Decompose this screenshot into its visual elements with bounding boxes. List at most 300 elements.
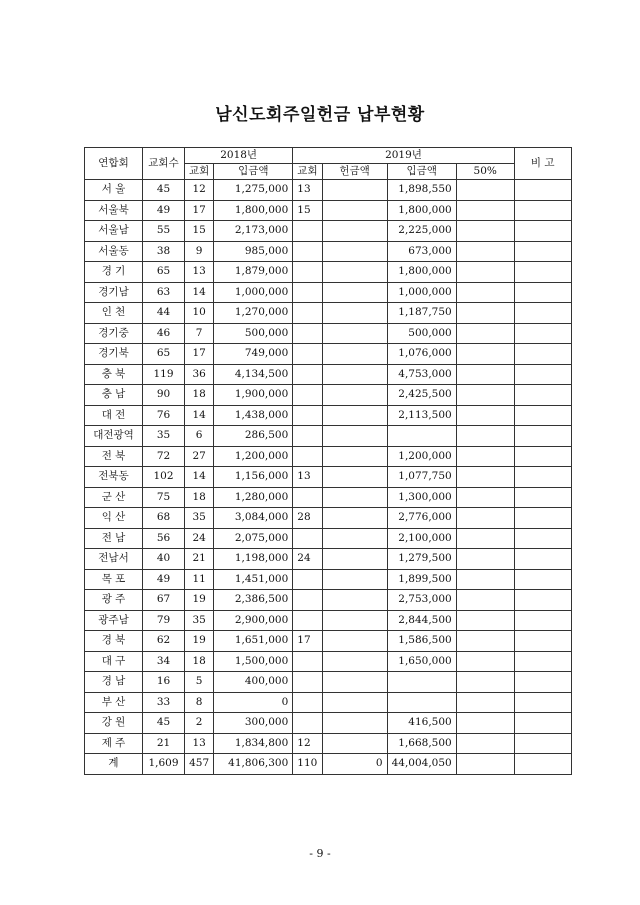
cell-a19: 1,899,500 xyxy=(387,569,456,590)
cell-c19: 15 xyxy=(293,200,322,221)
total-c18: 457 xyxy=(185,754,214,775)
table-row xyxy=(85,692,572,713)
cell-a19: 1,187,750 xyxy=(387,303,456,324)
cell-pct xyxy=(456,446,514,467)
cell-c19 xyxy=(293,303,322,324)
cell-pct xyxy=(456,405,514,426)
cell-region: 익 산 xyxy=(85,508,143,529)
cell-c18: 17 xyxy=(185,200,214,221)
offering-table xyxy=(84,147,572,775)
cell-c18: 12 xyxy=(185,180,214,201)
cell-a18: 1,900,000 xyxy=(214,385,293,406)
cell-pct xyxy=(456,323,514,344)
cell-pct xyxy=(456,426,514,447)
cell-pct xyxy=(456,569,514,590)
cell-cash19 xyxy=(322,651,387,672)
cell-count: 65 xyxy=(143,344,185,365)
table-row xyxy=(85,385,572,406)
cell-c18: 35 xyxy=(185,508,214,529)
total-a19: 44,004,050 xyxy=(387,754,456,775)
cell-note xyxy=(514,713,571,734)
cell-region: 대전광역 xyxy=(85,426,143,447)
cell-c19: 17 xyxy=(293,631,322,652)
cell-region: 제 주 xyxy=(85,733,143,754)
page-title: 남신도회주일헌금 납부현황 xyxy=(215,105,425,125)
cell-region: 경기북 xyxy=(85,344,143,365)
table-row xyxy=(85,733,572,754)
cell-c19 xyxy=(293,610,322,631)
cell-region: 대 전 xyxy=(85,405,143,426)
cell-a19: 673,000 xyxy=(387,241,456,262)
cell-count: 90 xyxy=(143,385,185,406)
cell-c19 xyxy=(293,651,322,672)
table-body xyxy=(85,180,572,754)
table-total xyxy=(85,754,572,775)
cell-c18: 5 xyxy=(185,672,214,693)
cell-c19 xyxy=(293,672,322,693)
cell-region: 전 북 xyxy=(85,446,143,467)
cell-a18: 4,134,500 xyxy=(214,364,293,385)
cell-pct xyxy=(456,262,514,283)
cell-cash19 xyxy=(322,180,387,201)
cell-count: 79 xyxy=(143,610,185,631)
cell-cash19 xyxy=(322,426,387,447)
total-pct xyxy=(456,754,514,775)
cell-a19: 1,077,750 xyxy=(387,467,456,488)
cell-cash19 xyxy=(322,262,387,283)
total-count: 1,609 xyxy=(143,754,185,775)
cell-a19: 1,279,500 xyxy=(387,549,456,570)
cell-pct xyxy=(456,467,514,488)
cell-cash19 xyxy=(322,528,387,549)
cell-a18: 0 xyxy=(214,692,293,713)
cell-pct xyxy=(456,692,514,713)
cell-a19: 2,844,500 xyxy=(387,610,456,631)
cell-c18: 11 xyxy=(185,569,214,590)
total-row xyxy=(85,754,572,775)
cell-c18: 14 xyxy=(185,405,214,426)
cell-c19 xyxy=(293,590,322,611)
total-cash19: 0 xyxy=(322,754,387,775)
total-note xyxy=(514,754,571,775)
cell-a18: 2,900,000 xyxy=(214,610,293,631)
cell-pct xyxy=(456,385,514,406)
cell-c18: 13 xyxy=(185,733,214,754)
cell-cash19 xyxy=(322,323,387,344)
total-c19: 110 xyxy=(293,754,322,775)
cell-count: 65 xyxy=(143,262,185,283)
cell-pct xyxy=(456,241,514,262)
table-row xyxy=(85,487,572,508)
cell-note xyxy=(514,241,571,262)
cell-pct xyxy=(456,713,514,734)
cell-pct xyxy=(456,651,514,672)
cell-a18: 500,000 xyxy=(214,323,293,344)
cell-c18: 18 xyxy=(185,385,214,406)
table-row xyxy=(85,426,572,447)
cell-note xyxy=(514,569,571,590)
cell-note xyxy=(514,200,571,221)
cell-note xyxy=(514,426,571,447)
table-row xyxy=(85,528,572,549)
cell-c19 xyxy=(293,364,322,385)
cell-c19 xyxy=(293,426,322,447)
cell-count: 55 xyxy=(143,221,185,242)
cell-note xyxy=(514,549,571,570)
cell-a18: 1,800,000 xyxy=(214,200,293,221)
cell-c19 xyxy=(293,405,322,426)
cell-note xyxy=(514,672,571,693)
table-row xyxy=(85,590,572,611)
cell-pct xyxy=(456,180,514,201)
cell-c18: 21 xyxy=(185,549,214,570)
cell-region: 서 울 xyxy=(85,180,143,201)
table-row xyxy=(85,713,572,734)
cell-cash19 xyxy=(322,549,387,570)
cell-note xyxy=(514,528,571,549)
cell-cash19 xyxy=(322,364,387,385)
cell-region: 전 남 xyxy=(85,528,143,549)
cell-a19 xyxy=(387,692,456,713)
cell-c18: 17 xyxy=(185,344,214,365)
cell-c19: 13 xyxy=(293,467,322,488)
cell-c18: 18 xyxy=(185,651,214,672)
header-2019-deposit: 입금액 xyxy=(387,164,456,180)
table-row xyxy=(85,569,572,590)
table-row xyxy=(85,262,572,283)
cell-pct xyxy=(456,200,514,221)
cell-region: 경 북 xyxy=(85,631,143,652)
cell-a19: 2,100,000 xyxy=(387,528,456,549)
cell-a19 xyxy=(387,672,456,693)
cell-note xyxy=(514,692,571,713)
cell-region: 충 북 xyxy=(85,364,143,385)
cell-region: 경기중 xyxy=(85,323,143,344)
cell-c19: 13 xyxy=(293,180,322,201)
table-row xyxy=(85,241,572,262)
cell-region: 광주남 xyxy=(85,610,143,631)
cell-a19: 4,753,000 xyxy=(387,364,456,385)
cell-a18: 1,198,000 xyxy=(214,549,293,570)
cell-count: 49 xyxy=(143,200,185,221)
cell-a18: 286,500 xyxy=(214,426,293,447)
cell-c18: 24 xyxy=(185,528,214,549)
cell-region: 서울남 xyxy=(85,221,143,242)
cell-note xyxy=(514,221,571,242)
cell-count: 67 xyxy=(143,590,185,611)
cell-pct xyxy=(456,610,514,631)
cell-c19 xyxy=(293,487,322,508)
table-row xyxy=(85,323,572,344)
page-number: - 9 - xyxy=(309,847,331,860)
cell-note xyxy=(514,405,571,426)
cell-note xyxy=(514,590,571,611)
cell-c18: 9 xyxy=(185,241,214,262)
table-row xyxy=(85,610,572,631)
cell-c18: 7 xyxy=(185,323,214,344)
header-remarks: 비 고 xyxy=(514,148,571,180)
table-row xyxy=(85,508,572,529)
cell-note xyxy=(514,487,571,508)
cell-a18: 749,000 xyxy=(214,344,293,365)
cell-cash19 xyxy=(322,467,387,488)
cell-cash19 xyxy=(322,610,387,631)
cell-cash19 xyxy=(322,241,387,262)
table-row xyxy=(85,467,572,488)
cell-region: 충 남 xyxy=(85,385,143,406)
cell-c19 xyxy=(293,221,322,242)
cell-region: 전북동 xyxy=(85,467,143,488)
cell-cash19 xyxy=(322,733,387,754)
cell-c18: 10 xyxy=(185,303,214,324)
cell-note xyxy=(514,385,571,406)
cell-a19: 500,000 xyxy=(387,323,456,344)
cell-count: 49 xyxy=(143,569,185,590)
cell-c18: 6 xyxy=(185,426,214,447)
cell-count: 75 xyxy=(143,487,185,508)
cell-cash19 xyxy=(322,631,387,652)
cell-a18: 1,438,000 xyxy=(214,405,293,426)
cell-pct xyxy=(456,733,514,754)
cell-c19 xyxy=(293,262,322,283)
cell-region: 부 산 xyxy=(85,692,143,713)
cell-note xyxy=(514,508,571,529)
cell-cash19 xyxy=(322,282,387,303)
cell-note xyxy=(514,610,571,631)
cell-a19: 1,000,000 xyxy=(387,282,456,303)
cell-region: 경 기 xyxy=(85,262,143,283)
cell-region: 인 천 xyxy=(85,303,143,324)
cell-note xyxy=(514,282,571,303)
cell-count: 44 xyxy=(143,303,185,324)
cell-note xyxy=(514,303,571,324)
cell-a19 xyxy=(387,426,456,447)
cell-region: 대 구 xyxy=(85,651,143,672)
table-row xyxy=(85,405,572,426)
header-2018: 2018년 xyxy=(185,148,293,164)
cell-pct xyxy=(456,282,514,303)
cell-a18: 2,386,500 xyxy=(214,590,293,611)
table-row xyxy=(85,631,572,652)
cell-pct xyxy=(456,344,514,365)
cell-c19 xyxy=(293,344,322,365)
cell-count: 34 xyxy=(143,651,185,672)
cell-count: 16 xyxy=(143,672,185,693)
cell-cash19 xyxy=(322,405,387,426)
cell-a19: 1,200,000 xyxy=(387,446,456,467)
cell-a18: 1,275,000 xyxy=(214,180,293,201)
header-2019: 2019년 xyxy=(293,148,514,164)
cell-count: 72 xyxy=(143,446,185,467)
cell-c19 xyxy=(293,385,322,406)
header-church-count: 교회수 xyxy=(143,148,185,180)
cell-note xyxy=(514,651,571,672)
cell-note xyxy=(514,631,571,652)
cell-count: 119 xyxy=(143,364,185,385)
cell-cash19 xyxy=(322,508,387,529)
table-row xyxy=(85,303,572,324)
cell-a18: 1,000,000 xyxy=(214,282,293,303)
cell-a18: 1,500,000 xyxy=(214,651,293,672)
cell-pct xyxy=(456,528,514,549)
cell-a18: 1,879,000 xyxy=(214,262,293,283)
cell-pct xyxy=(456,508,514,529)
cell-a18: 1,270,000 xyxy=(214,303,293,324)
table-row xyxy=(85,672,572,693)
total-a18: 41,806,300 xyxy=(214,754,293,775)
table-row xyxy=(85,180,572,201)
cell-cash19 xyxy=(322,221,387,242)
table-row xyxy=(85,344,572,365)
cell-region: 경 남 xyxy=(85,672,143,693)
cell-c18: 18 xyxy=(185,487,214,508)
cell-c19 xyxy=(293,446,322,467)
cell-a19: 1,898,550 xyxy=(387,180,456,201)
cell-pct xyxy=(456,631,514,652)
cell-a19: 2,113,500 xyxy=(387,405,456,426)
cell-a18: 1,651,000 xyxy=(214,631,293,652)
cell-count: 102 xyxy=(143,467,185,488)
cell-region: 군 산 xyxy=(85,487,143,508)
cell-cash19 xyxy=(322,487,387,508)
cell-c18: 14 xyxy=(185,282,214,303)
cell-a18: 1,280,000 xyxy=(214,487,293,508)
cell-c18: 8 xyxy=(185,692,214,713)
table-row xyxy=(85,651,572,672)
cell-region: 목 포 xyxy=(85,569,143,590)
cell-pct xyxy=(456,590,514,611)
cell-region: 경기남 xyxy=(85,282,143,303)
header-2019-pct: 50% xyxy=(456,164,514,180)
cell-a19: 2,425,500 xyxy=(387,385,456,406)
cell-c18: 2 xyxy=(185,713,214,734)
cell-c18: 27 xyxy=(185,446,214,467)
cell-pct xyxy=(456,364,514,385)
cell-cash19 xyxy=(322,446,387,467)
cell-c19 xyxy=(293,528,322,549)
table-row xyxy=(85,446,572,467)
cell-a18: 1,834,800 xyxy=(214,733,293,754)
cell-note xyxy=(514,262,571,283)
table-row xyxy=(85,364,572,385)
cell-a19: 1,650,000 xyxy=(387,651,456,672)
cell-a19: 2,225,000 xyxy=(387,221,456,242)
cell-region: 서울동 xyxy=(85,241,143,262)
cell-a18: 2,075,000 xyxy=(214,528,293,549)
table-header xyxy=(85,148,572,180)
cell-a18: 400,000 xyxy=(214,672,293,693)
cell-note xyxy=(514,344,571,365)
cell-c18: 36 xyxy=(185,364,214,385)
table-row xyxy=(85,221,572,242)
cell-a19: 416,500 xyxy=(387,713,456,734)
cell-c19: 12 xyxy=(293,733,322,754)
cell-a19: 1,586,500 xyxy=(387,631,456,652)
table-row xyxy=(85,282,572,303)
cell-note xyxy=(514,446,571,467)
cell-count: 45 xyxy=(143,713,185,734)
cell-c19: 24 xyxy=(293,549,322,570)
cell-c19 xyxy=(293,692,322,713)
cell-pct xyxy=(456,549,514,570)
cell-a19: 1,668,500 xyxy=(387,733,456,754)
cell-cash19 xyxy=(322,303,387,324)
cell-note xyxy=(514,364,571,385)
cell-cash19 xyxy=(322,590,387,611)
cell-note xyxy=(514,733,571,754)
cell-cash19 xyxy=(322,672,387,693)
cell-pct xyxy=(456,672,514,693)
cell-c18: 14 xyxy=(185,467,214,488)
cell-c18: 13 xyxy=(185,262,214,283)
cell-c18: 19 xyxy=(185,590,214,611)
cell-a18: 1,451,000 xyxy=(214,569,293,590)
cell-c18: 15 xyxy=(185,221,214,242)
cell-count: 38 xyxy=(143,241,185,262)
cell-pct xyxy=(456,487,514,508)
cell-a19: 2,776,000 xyxy=(387,508,456,529)
table-row xyxy=(85,549,572,570)
cell-a18: 985,000 xyxy=(214,241,293,262)
header-region: 연합회 xyxy=(85,148,143,180)
cell-pct xyxy=(456,221,514,242)
cell-a18: 3,084,000 xyxy=(214,508,293,529)
cell-cash19 xyxy=(322,200,387,221)
cell-count: 68 xyxy=(143,508,185,529)
cell-count: 56 xyxy=(143,528,185,549)
total-region: 계 xyxy=(85,754,143,775)
cell-a18: 2,173,000 xyxy=(214,221,293,242)
cell-c19 xyxy=(293,282,322,303)
cell-cash19 xyxy=(322,569,387,590)
cell-c19 xyxy=(293,569,322,590)
header-2019-cash: 헌금액 xyxy=(322,164,387,180)
cell-c18: 35 xyxy=(185,610,214,631)
header-2018-deposit: 입금액 xyxy=(214,164,293,180)
cell-count: 46 xyxy=(143,323,185,344)
cell-cash19 xyxy=(322,692,387,713)
cell-region: 광 주 xyxy=(85,590,143,611)
cell-a19: 1,076,000 xyxy=(387,344,456,365)
header-2018-churches: 교회 xyxy=(185,164,214,180)
cell-a18: 300,000 xyxy=(214,713,293,734)
cell-note xyxy=(514,467,571,488)
cell-region: 강 원 xyxy=(85,713,143,734)
cell-c18: 19 xyxy=(185,631,214,652)
cell-note xyxy=(514,323,571,344)
cell-count: 40 xyxy=(143,549,185,570)
cell-a18: 1,156,000 xyxy=(214,467,293,488)
cell-a19: 2,753,000 xyxy=(387,590,456,611)
cell-cash19 xyxy=(322,713,387,734)
cell-region: 서울북 xyxy=(85,200,143,221)
cell-cash19 xyxy=(322,385,387,406)
cell-c19 xyxy=(293,241,322,262)
cell-count: 63 xyxy=(143,282,185,303)
cell-pct xyxy=(456,303,514,324)
cell-a19: 1,300,000 xyxy=(387,487,456,508)
cell-count: 62 xyxy=(143,631,185,652)
cell-count: 33 xyxy=(143,692,185,713)
cell-count: 45 xyxy=(143,180,185,201)
cell-a18: 1,200,000 xyxy=(214,446,293,467)
header-2019-churches: 교회 xyxy=(293,164,322,180)
cell-cash19 xyxy=(322,344,387,365)
cell-count: 21 xyxy=(143,733,185,754)
cell-note xyxy=(514,180,571,201)
cell-count: 76 xyxy=(143,405,185,426)
cell-region: 전남서 xyxy=(85,549,143,570)
